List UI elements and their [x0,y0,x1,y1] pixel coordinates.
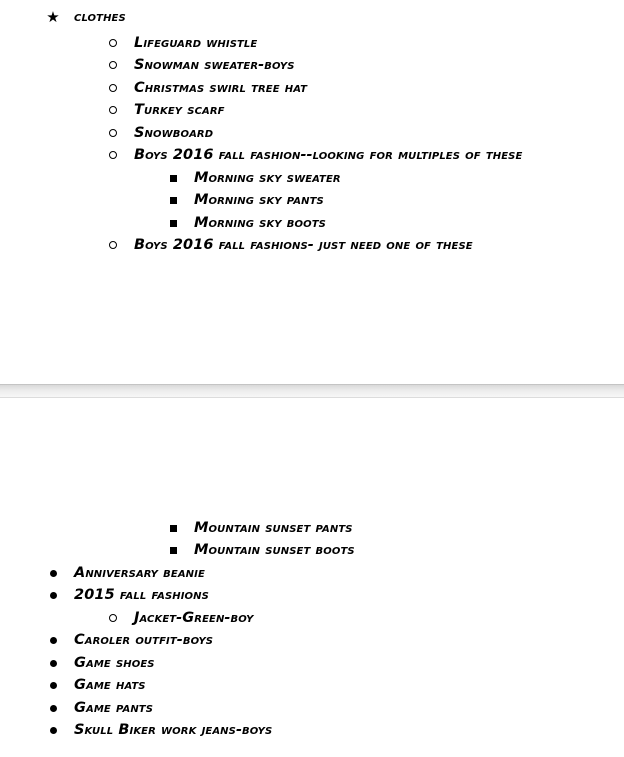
list-item [0,32,257,54]
list-item-text: Turkey scarf [134,102,225,118]
list-item-text: Jacket-Green-boy [134,610,254,626]
list-item [0,189,324,211]
star-bullet-icon: ★ [46,7,60,26]
filled-circle-bullet-icon [46,697,60,719]
list-item [0,629,213,651]
square-bullet-icon [166,517,180,539]
square-bullet-icon [166,167,180,189]
list-item [0,122,213,144]
list-item-text: Mountain sunset pants [194,520,353,536]
filled-circle-bullet-icon [46,719,60,741]
filled-circle-bullet-icon [46,652,60,674]
square-bullet-icon [166,189,180,211]
list-item [0,697,153,719]
list-item-text: Mountain sunset boots [194,542,355,558]
list-item-text: Game shoes [74,655,155,671]
list-item-text: Morning sky boots [194,215,326,231]
hollow-circle-bullet-icon [106,234,120,256]
list-item [0,167,341,189]
list-item-text: Morning sky sweater [194,170,341,186]
list-item-text: Boys 2016 fall fashions- just need one of these [134,237,473,253]
list-item-text: 2015 fall fashions [74,587,209,603]
list-item-text: Lifeguard whistle [134,35,258,51]
hollow-circle-bullet-icon [106,122,120,144]
list-item-text: Anniversary beanie [74,565,205,581]
hollow-circle-bullet-icon [106,144,120,166]
list-item-text: Snowboard [134,125,214,141]
hollow-circle-bullet-icon [106,54,120,76]
list-item [0,674,146,696]
list-item [0,652,155,674]
list-item [0,54,295,76]
filled-circle-bullet-icon [46,629,60,651]
list-item [0,6,126,28]
list-item-text: Christmas swirl tree hat [134,80,308,96]
square-bullet-icon [166,212,180,234]
list-item-text: Game pants [74,700,154,716]
list-item [0,234,473,256]
list-item [0,539,355,561]
filled-circle-bullet-icon [46,584,60,606]
list-item-text: Morning sky pants [194,192,324,208]
list-item [0,607,253,629]
hollow-circle-bullet-icon [106,32,120,54]
hollow-circle-bullet-icon [106,77,120,99]
filled-circle-bullet-icon [46,674,60,696]
list-item [0,77,307,99]
page-break [0,384,624,398]
hollow-circle-bullet-icon [106,607,120,629]
document-page-2 [0,398,624,757]
list-item [0,212,326,234]
list-item [0,144,522,166]
list-item-text: Caroler outfit-boys [74,632,214,648]
list-item-text: Snowman sweater-boys [134,57,295,73]
list-item-text: Skull Biker work jeans-boys [74,722,273,738]
list-item-text: Game hats [74,677,146,693]
list-item [0,517,353,539]
list-item-text: clothes [74,9,126,25]
hollow-circle-bullet-icon [106,99,120,121]
list-item [0,99,225,121]
filled-circle-bullet-icon [46,562,60,584]
list-item [0,719,272,741]
square-bullet-icon [166,539,180,561]
list-item [0,562,205,584]
list-item [0,584,209,606]
list-item-text: Boys 2016 fall fashion--looking for multiples of these [134,147,523,163]
